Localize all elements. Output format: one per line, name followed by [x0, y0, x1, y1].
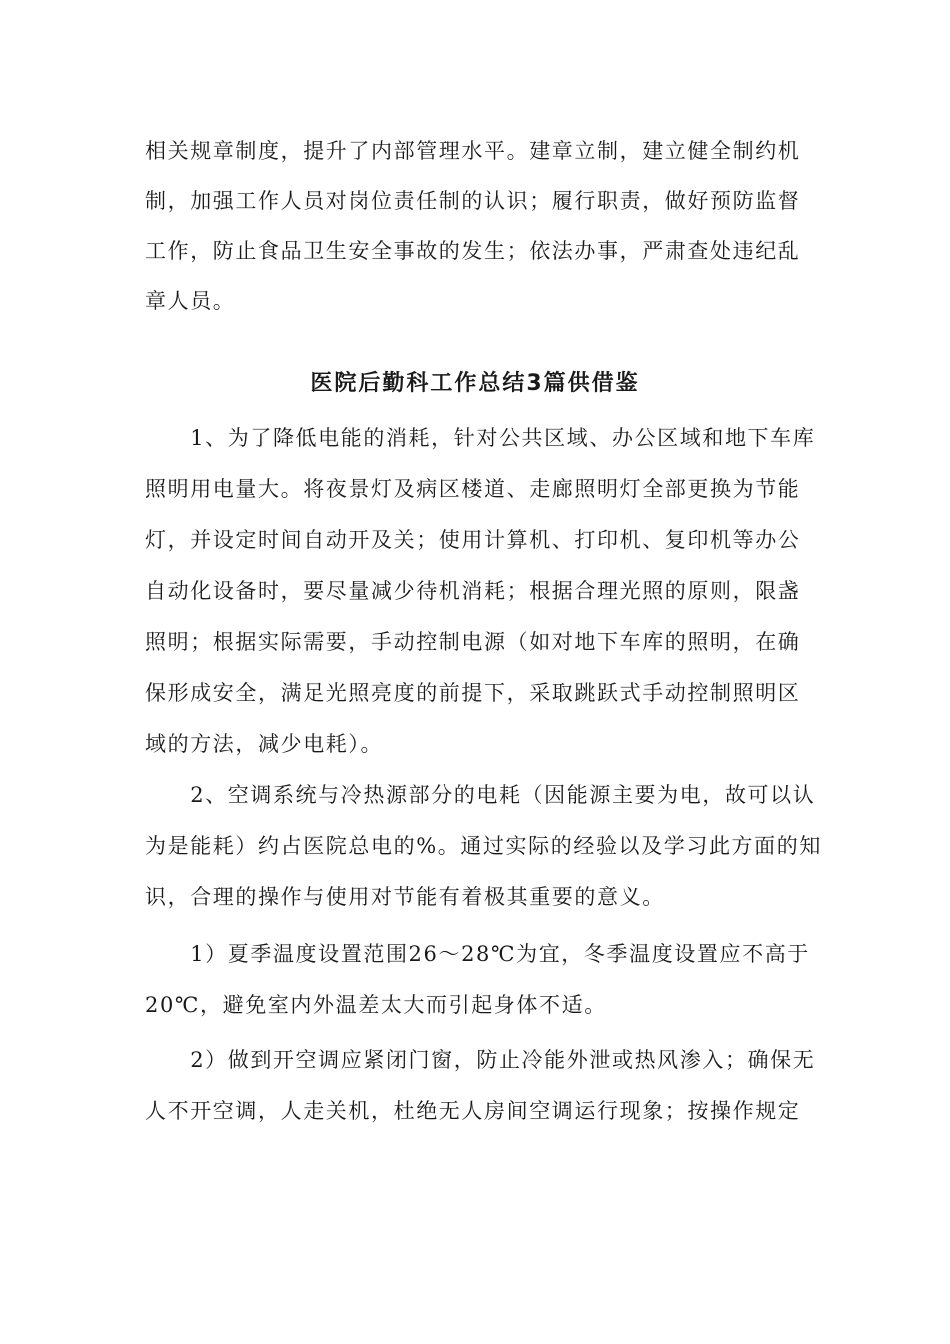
paragraph-line: 为是能耗）约占医院总电的%。通过实际的经验以及学习此方面的知: [145, 834, 822, 858]
paragraph-line: 灯，并设定时间自动开及关；使用计算机、打印机、复印机等办公: [145, 528, 801, 552]
paragraph-line: 制，加强工作人员对岗位责任制的认识；履行职责，做好预防监督: [145, 189, 801, 213]
paragraph-line: 2、空调系统与冷热源部分的电耗（因能源主要为电，故可以认: [145, 783, 816, 807]
paragraph-line: 1、为了降低电能的消耗，针对公共区域、办公区域和地下车库: [145, 426, 816, 450]
paragraph-line: 人不开空调，人走关机，杜绝无人房间空调运行现象；按操作规定: [145, 1099, 801, 1123]
paragraph-line: 照明；根据实际需要，手动控制电源（如对地下车库的照明，在确: [145, 630, 801, 654]
paragraph-line: 工作，防止食品卫生安全事故的发生；依法办事，严肃查处违纪乱: [145, 239, 801, 263]
paragraph-line: 自动化设备时，要尽量减少待机消耗；根据合理光照的原则，限盏: [145, 579, 801, 603]
section-title: 医院后勤科工作总结3篇供借鉴: [310, 371, 640, 396]
paragraph-line: 章人员。: [145, 289, 236, 313]
paragraph-line: 保形成安全，满足光照亮度的前提下，采取跳跃式手动控制照明区: [145, 681, 801, 705]
paragraph-line: 2）做到开空调应紧闭门窗，防止冷能外泄或热风渗入；确保无: [145, 1048, 816, 1072]
paragraph-line: 照明用电量大。将夜景灯及病区楼道、走廊照明灯全部更换为节能: [145, 477, 801, 501]
paragraph-line: 域的方法，减少电耗）。: [145, 732, 384, 756]
paragraph-line: 1）夏季温度设置范围26～28℃为宜，冬季温度设置应不高于: [145, 942, 810, 966]
paragraph-line: 识，合理的操作与使用对节能有着极其重要的意义。: [145, 885, 665, 909]
paragraph-line: 20℃，避免室内外温差太大而引起身体不适。: [145, 993, 607, 1017]
paragraph-line: 相关规章制度，提升了内部管理水平。建章立制，建立健全制约机: [145, 139, 801, 163]
